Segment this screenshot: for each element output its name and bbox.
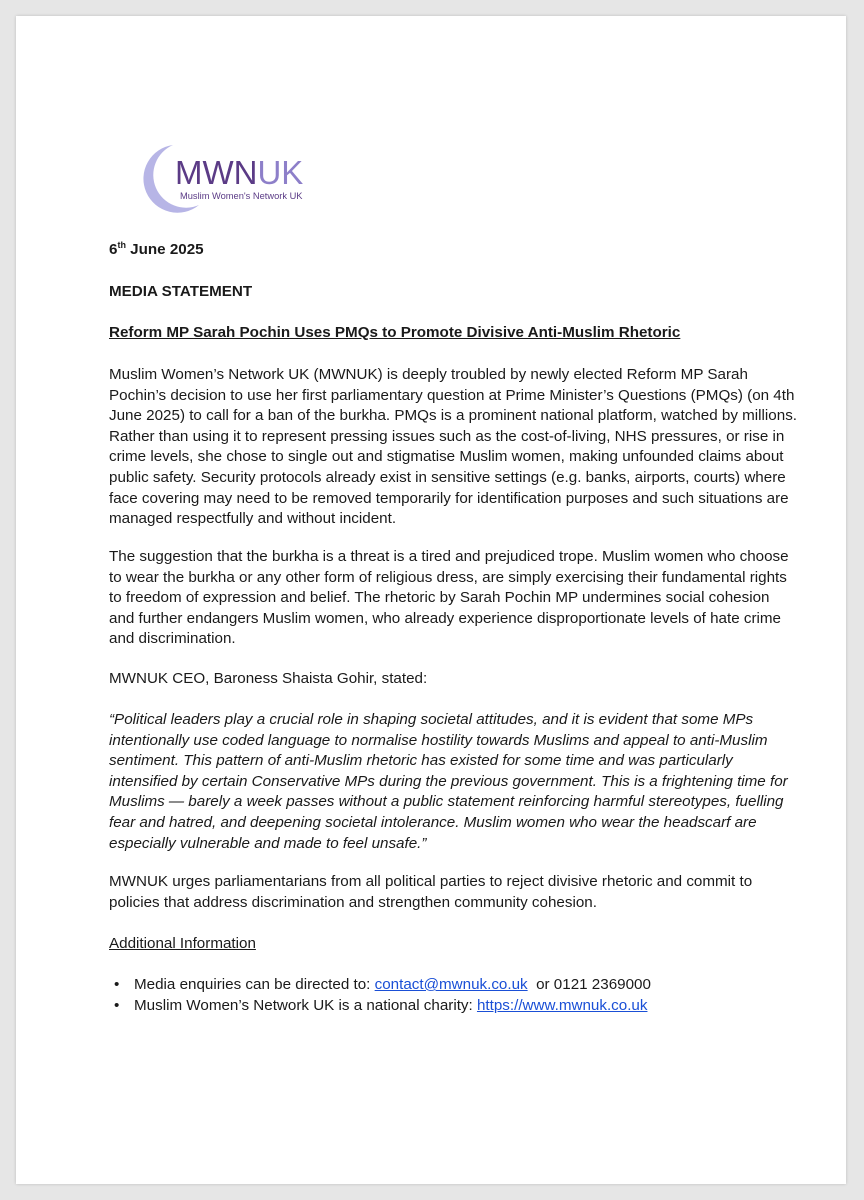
phone-number: or 0121 2369000 — [527, 976, 651, 993]
additional-info-heading: Additional Information — [109, 935, 256, 952]
paragraph-trope: The suggestion that the burkha is a threat is a tired and prejudiced trope. Muslim women who choose to wear the burkha or any other form of religious dress, are simply exercising their fundamental rights to freedom of expression and belief. The rhetoric by Sarah Pochin MP undermines social cohesion and further endangers Muslim women, who already experience disproportionate levels of hate crime and discrimination. — [109, 548, 789, 648]
headline: Reform MP Sarah Pochin Uses PMQs to Promote Divisive Anti-Muslim Rhetoric — [109, 324, 681, 341]
bullet-icon: • — [114, 997, 120, 1014]
mwnuk-logo — [113, 123, 333, 233]
bullet-icon: • — [114, 976, 120, 993]
additional-info-list — [109, 975, 799, 1017]
email-link[interactable]: contact@mwnuk.co.uk — [374, 976, 528, 993]
document-page — [16, 16, 846, 1184]
website-link[interactable]: https://www.mwnuk.co.uk — [476, 997, 648, 1014]
paragraph-intro: Muslim Women’s Network UK (MWNUK) is deeply troubled by newly elected Reform MP Sarah Pochin’s decision to use her first parliamentary question at Prime Minister’s Questions (PMQs) (on 4th June 2025) to call for a ban of the burkha. PMQs is a prominent national platform, watched by millions. Rather than using it to represent pressing issues such as the cost-of-living, NHS pressures, or rise in crime levels, she chose to single out and stigmatise Muslim women, making unfounded claims about public safety. Security protocols already exist in sensitive settings (e.g. banks, airports, courts) where face covering may need to be removed temporarily for identification purposes and such situations are managed respectfully and without incident. — [109, 366, 798, 528]
bullet-text: Muslim Women’s Network UK is a national charity: — [134, 997, 477, 1014]
list-item — [109, 975, 799, 996]
document-label: MEDIA STATEMENT — [109, 283, 253, 300]
paragraph-call-to-action: MWNUK urges parliamentarians from all political parties to reject divisive rhetoric and commit to policies that address discrimination and strengthen community cohesion. — [109, 873, 753, 911]
list-item — [109, 996, 799, 1017]
bullet-text: Media enquiries can be directed to: — [134, 976, 375, 993]
ceo-quote: “Political leaders play a crucial role in shaping societal attitudes, and it is evident that some MPs intentionally use coded language to normalise hostility towards Muslims and appeal to anti-Muslim sentiment. This pattern of anti-Muslim rhetoric has existed for some time and was particularly intensified by certain Conservative MPs during the previous government. This is a frightening time for Muslims — barely a week passes without a public statement reinforcing harmful stereotypes, fuelling fear and hatred, and deepening societal intolerance. Muslim women who wear the headscarf are especially vulnerable and made to feel unsafe.” — [109, 711, 788, 852]
logo-acronym: MWNUK — [175, 154, 304, 191]
statement-date: 6th June 2025 — [109, 240, 204, 258]
logo-subtitle: Muslim Women's Network UK — [180, 191, 303, 201]
paragraph-ceo-attribution: MWNUK CEO, Baroness Shaista Gohir, stated: — [109, 670, 428, 687]
